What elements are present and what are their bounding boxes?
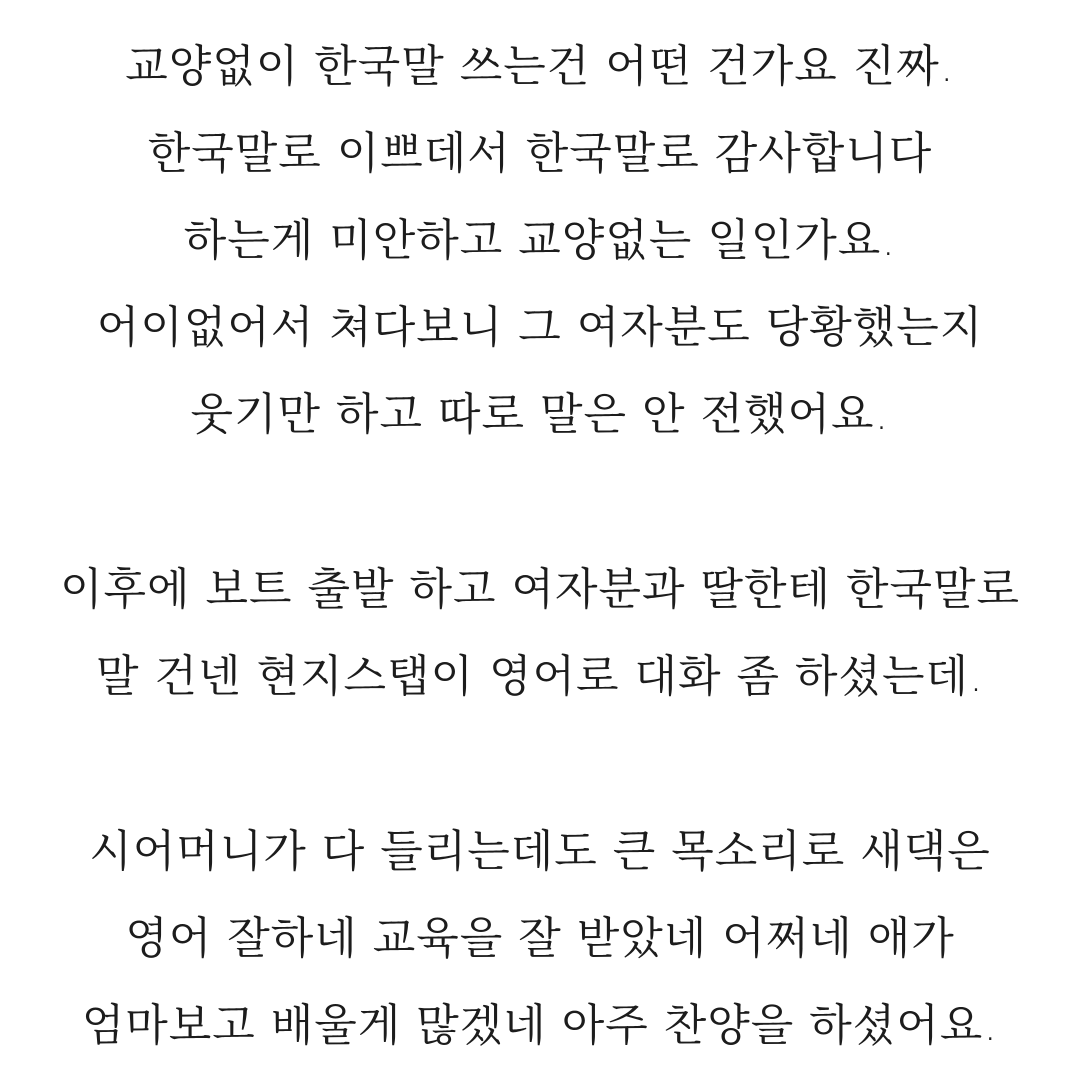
text-line: 교양없이 한국말 쓰는건 어떤 건가요 진짜. <box>125 41 955 92</box>
text-line: 말 건넨 현지스탭이 영어로 대화 좀 하셨는데. <box>96 651 984 702</box>
text-line: 한국말로 이쁘데서 한국말로 감사합니다 <box>147 128 933 179</box>
text-line: 이후에 보트 출발 하고 여자분과 딸한테 한국말로 <box>60 564 1020 615</box>
text-line: 영어 잘하네 교육을 잘 받았네 어쩌네 애가 <box>125 913 955 964</box>
text-line: 시어머니가 다 들리는데도 큰 목소리로 새댁은 <box>89 826 991 877</box>
text-line: 엄마보고 배울게 많겠네 아주 찬양을 하셨어요. <box>81 1000 999 1051</box>
text-line: 어이없어서 쳐다보니 그 여자분도 당황했는지 <box>96 302 984 353</box>
text-line: 웃기만 하고 따로 말은 안 전했어요. <box>190 389 890 440</box>
text-line: 하는게 미안하고 교양없는 일인가요. <box>183 215 897 266</box>
